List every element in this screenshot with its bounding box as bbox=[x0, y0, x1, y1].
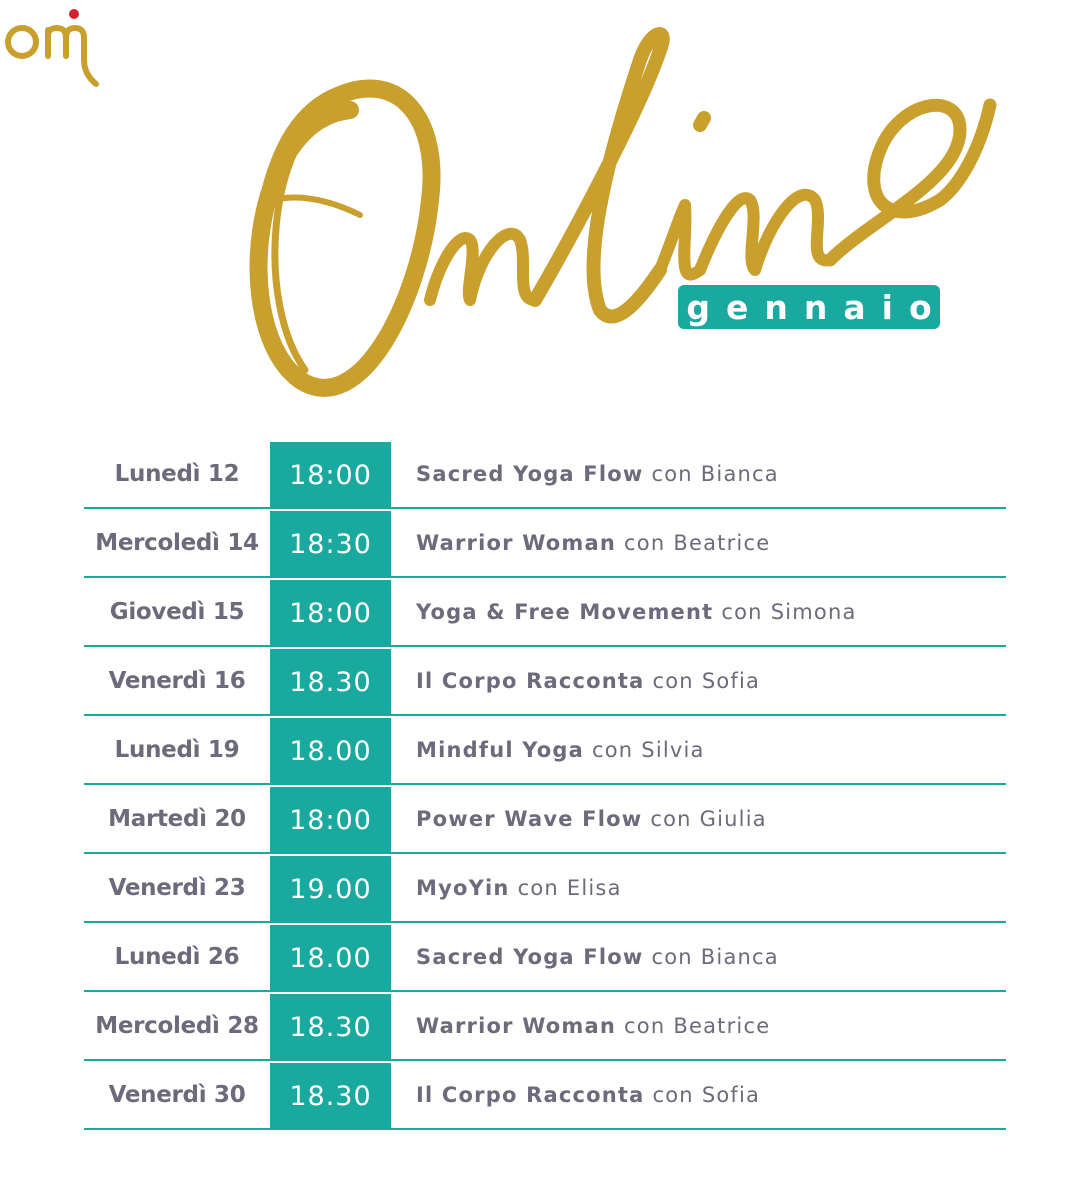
class-info bbox=[416, 647, 760, 714]
time-badge: 18.30 bbox=[270, 649, 391, 716]
day-label: Lunedì 19 bbox=[114, 736, 240, 763]
title-script bbox=[0, 0, 1080, 420]
time-badge: 18.30 bbox=[270, 1063, 391, 1130]
class-name: Il Corpo Racconta bbox=[416, 1082, 645, 1107]
teacher-name: Silvia bbox=[641, 737, 705, 762]
teacher-name: Beatrice bbox=[673, 1013, 771, 1038]
teacher-name: Giulia bbox=[699, 806, 767, 831]
teacher-name: Bianca bbox=[700, 461, 779, 486]
class-info bbox=[416, 785, 767, 852]
class-name: Warrior Woman bbox=[416, 1013, 617, 1038]
day-label: Lunedì 12 bbox=[114, 460, 240, 487]
time-badge: 18.00 bbox=[270, 925, 391, 992]
class-name: Yoga & Free Movement bbox=[416, 599, 714, 624]
class-info bbox=[416, 992, 770, 1059]
header bbox=[0, 0, 1080, 420]
schedule-table bbox=[0, 440, 1080, 1130]
connector-text: con bbox=[624, 530, 666, 555]
schedule-row bbox=[0, 785, 1080, 854]
row-divider bbox=[84, 1128, 1006, 1130]
time-badge: 18:00 bbox=[270, 442, 391, 509]
time-badge: 18.30 bbox=[270, 994, 391, 1061]
teacher-name: Sofia bbox=[701, 1082, 761, 1107]
day-label: Venerdì 23 bbox=[108, 874, 246, 901]
connector-text: con bbox=[591, 737, 634, 762]
day-label: Giovedì 15 bbox=[109, 598, 245, 625]
class-info bbox=[416, 440, 779, 507]
day-label: Venerdì 30 bbox=[108, 1081, 246, 1108]
connector-text: con bbox=[651, 944, 693, 969]
schedule-row bbox=[0, 992, 1080, 1061]
connector-text: con bbox=[650, 806, 692, 831]
connector-text: con bbox=[624, 1013, 666, 1038]
schedule-row bbox=[0, 854, 1080, 923]
day-label: Martedì 20 bbox=[108, 805, 246, 832]
teacher-name: Beatrice bbox=[673, 530, 771, 555]
schedule-row bbox=[0, 1061, 1080, 1130]
time-badge: 19.00 bbox=[270, 856, 391, 923]
day-label: Venerdì 16 bbox=[108, 667, 246, 694]
time-badge: 18.00 bbox=[270, 718, 391, 785]
schedule-row bbox=[0, 923, 1080, 992]
schedule-row bbox=[0, 578, 1080, 647]
teacher-name: Bianca bbox=[700, 944, 779, 969]
connector-text: con bbox=[721, 599, 763, 624]
day-label: Lunedì 26 bbox=[114, 943, 240, 970]
class-name: Il Corpo Racconta bbox=[416, 668, 645, 693]
teacher-name: Elisa bbox=[566, 875, 622, 900]
class-info bbox=[416, 923, 779, 990]
class-name: MyoYin bbox=[416, 875, 510, 900]
class-info bbox=[416, 509, 770, 576]
teacher-name: Sofia bbox=[701, 668, 761, 693]
day-label: Mercoledì 14 bbox=[95, 529, 259, 556]
time-badge: 18:00 bbox=[270, 580, 391, 647]
class-name: Power Wave Flow bbox=[416, 806, 643, 831]
day-label: Mercoledì 28 bbox=[95, 1012, 259, 1039]
time-badge: 18:00 bbox=[270, 787, 391, 854]
schedule-row bbox=[0, 647, 1080, 716]
teacher-name: Simona bbox=[770, 599, 857, 624]
connector-text: con bbox=[517, 875, 559, 900]
time-badge: 18:30 bbox=[270, 511, 391, 578]
schedule-row bbox=[0, 440, 1080, 509]
class-info bbox=[416, 854, 622, 921]
connector-text: con bbox=[652, 1082, 694, 1107]
month-badge: gennaio bbox=[678, 285, 940, 329]
schedule-row bbox=[0, 509, 1080, 578]
class-info bbox=[416, 1061, 760, 1128]
connector-text: con bbox=[652, 668, 694, 693]
class-name: Sacred Yoga Flow bbox=[416, 944, 644, 969]
class-name: Warrior Woman bbox=[416, 530, 617, 555]
class-name: Mindful Yoga bbox=[416, 737, 584, 762]
class-name: Sacred Yoga Flow bbox=[416, 461, 644, 486]
schedule-row bbox=[0, 716, 1080, 785]
class-info bbox=[416, 716, 705, 783]
class-info bbox=[416, 578, 857, 645]
connector-text: con bbox=[651, 461, 693, 486]
